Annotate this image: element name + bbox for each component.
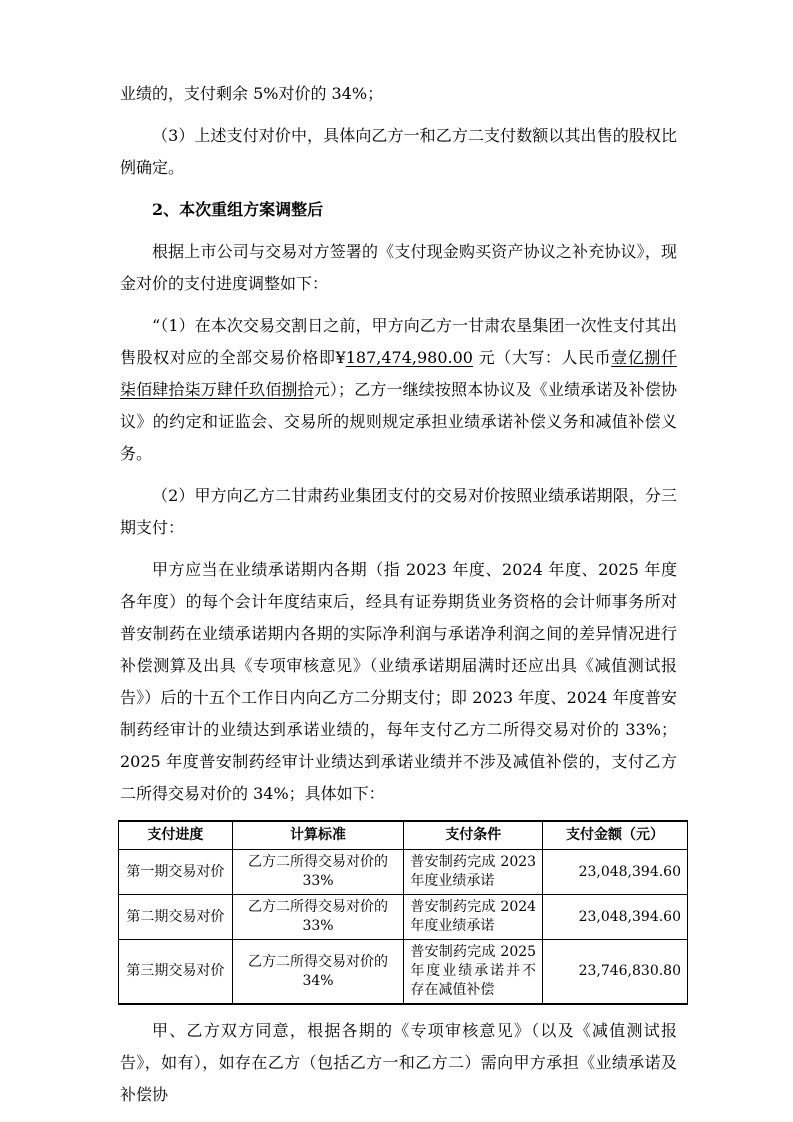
cell-standard: 乙方二所得交易对价的 33% [232,850,404,895]
header-payment-stage: 支付进度 [119,821,233,850]
item1-text-pre: “（1）在本次交易交割日之前，甲方向乙方一甘肃农垦集团一次性支付其出售股权对应的全部交易价格即¥ [120,316,677,367]
cell-stage: 第一期交易对价 [119,850,233,895]
header-payment-amount: 支付金额（元） [543,821,688,850]
paragraph-footer-agreement: 甲、乙方双方同意，根据各期的《专项审核意见》（以及《减值测试报告》，如有），如存在乙方（包括乙方一和乙方二）需向甲方承担《业绩承诺及补偿协 [120,1021,677,1104]
cell-amount: 23,746,830.80 [543,940,688,1005]
paragraph-item-1 [120,310,677,470]
table-row [119,850,688,895]
header-calc-standard: 计算标准 [232,821,404,850]
header-payment-condition: 支付条件 [404,821,543,850]
paragraph-payment-schedule: 甲方应当在业绩承诺期内各期（指 2023 年度、2024 年度、2025 年度各年度）的每个会计年度结束后，经具有证券期货业务资格的会计师事务所对普安制药在业绩承诺期内各期的实际净利润与承诺净利润之间的差异情况进行补偿测算及出具《专项审核意见》（业绩承诺期届满时还应出具《减值测试报告》）后的十五个工作日内向乙方二分期支付；即 2023 年度、2024 年度普安制药经审计的业绩达到承诺业绩的，每年支付乙方二所得交易对价的 33%；2025 年度普安制药经审计业绩达到承诺业绩并不涉及减值补偿的，支付乙方二所得交易对价的 34%；具体如下： [120,560,677,803]
cell-standard: 乙方二所得交易对价的 34% [232,940,404,1005]
cell-condition: 普安制药完成 2025 年度业绩承诺并不存在减值补偿 [404,940,543,1005]
cell-condition: 普安制药完成 2023 年度业绩承诺 [404,850,543,895]
paragraph-continuation: 业绩的，支付剩余 5%对价的 34%； [120,84,384,103]
cell-amount: 23,048,394.60 [543,895,688,940]
cell-standard: 乙方二所得交易对价的 33% [232,895,404,940]
table-row [119,895,688,940]
paragraph-intro: 根据上市公司与交易对方签署的《支付现金购买资产协议之补充协议》，现金对价的支付进度调整如下： [120,242,677,293]
paragraph-item-2: （2）甲方向乙方二甘肃药业集团支付的交易对价按照业绩承诺期限，分三期支付： [120,486,677,537]
table-header-row [119,821,688,850]
section-heading-adjusted-plan: 2、本次重组方案调整后 [152,200,324,219]
cell-condition: 普安制药完成 2024 年度业绩承诺 [404,895,543,940]
cell-stage: 第二期交易对价 [119,895,233,940]
paragraph-item-3: （3）上述支付对价中，具体向乙方一和乙方二支付数额以其出售的股权比例确定。 [120,126,677,177]
cell-stage: 第三期交易对价 [119,940,233,1005]
transaction-amount-chinese-capital: 壹亿捌仟柒佰肆拾柒万肆仟玖佰捌拾 [120,348,677,399]
payment-schedule-table [118,820,688,1005]
transaction-amount-numeric: 187,474,980.00 [345,348,473,367]
cell-amount: 23,048,394.60 [543,850,688,895]
table-row [119,940,688,1005]
item1-text-post: 元）；乙方一继续按照本协议及《业绩承诺及补偿协议》的约定和证监会、交易所的规则规定承担业绩承诺补偿义务和减值补偿义务。 [120,380,677,463]
item1-text-mid: 元（大写：人民币 [472,348,612,367]
